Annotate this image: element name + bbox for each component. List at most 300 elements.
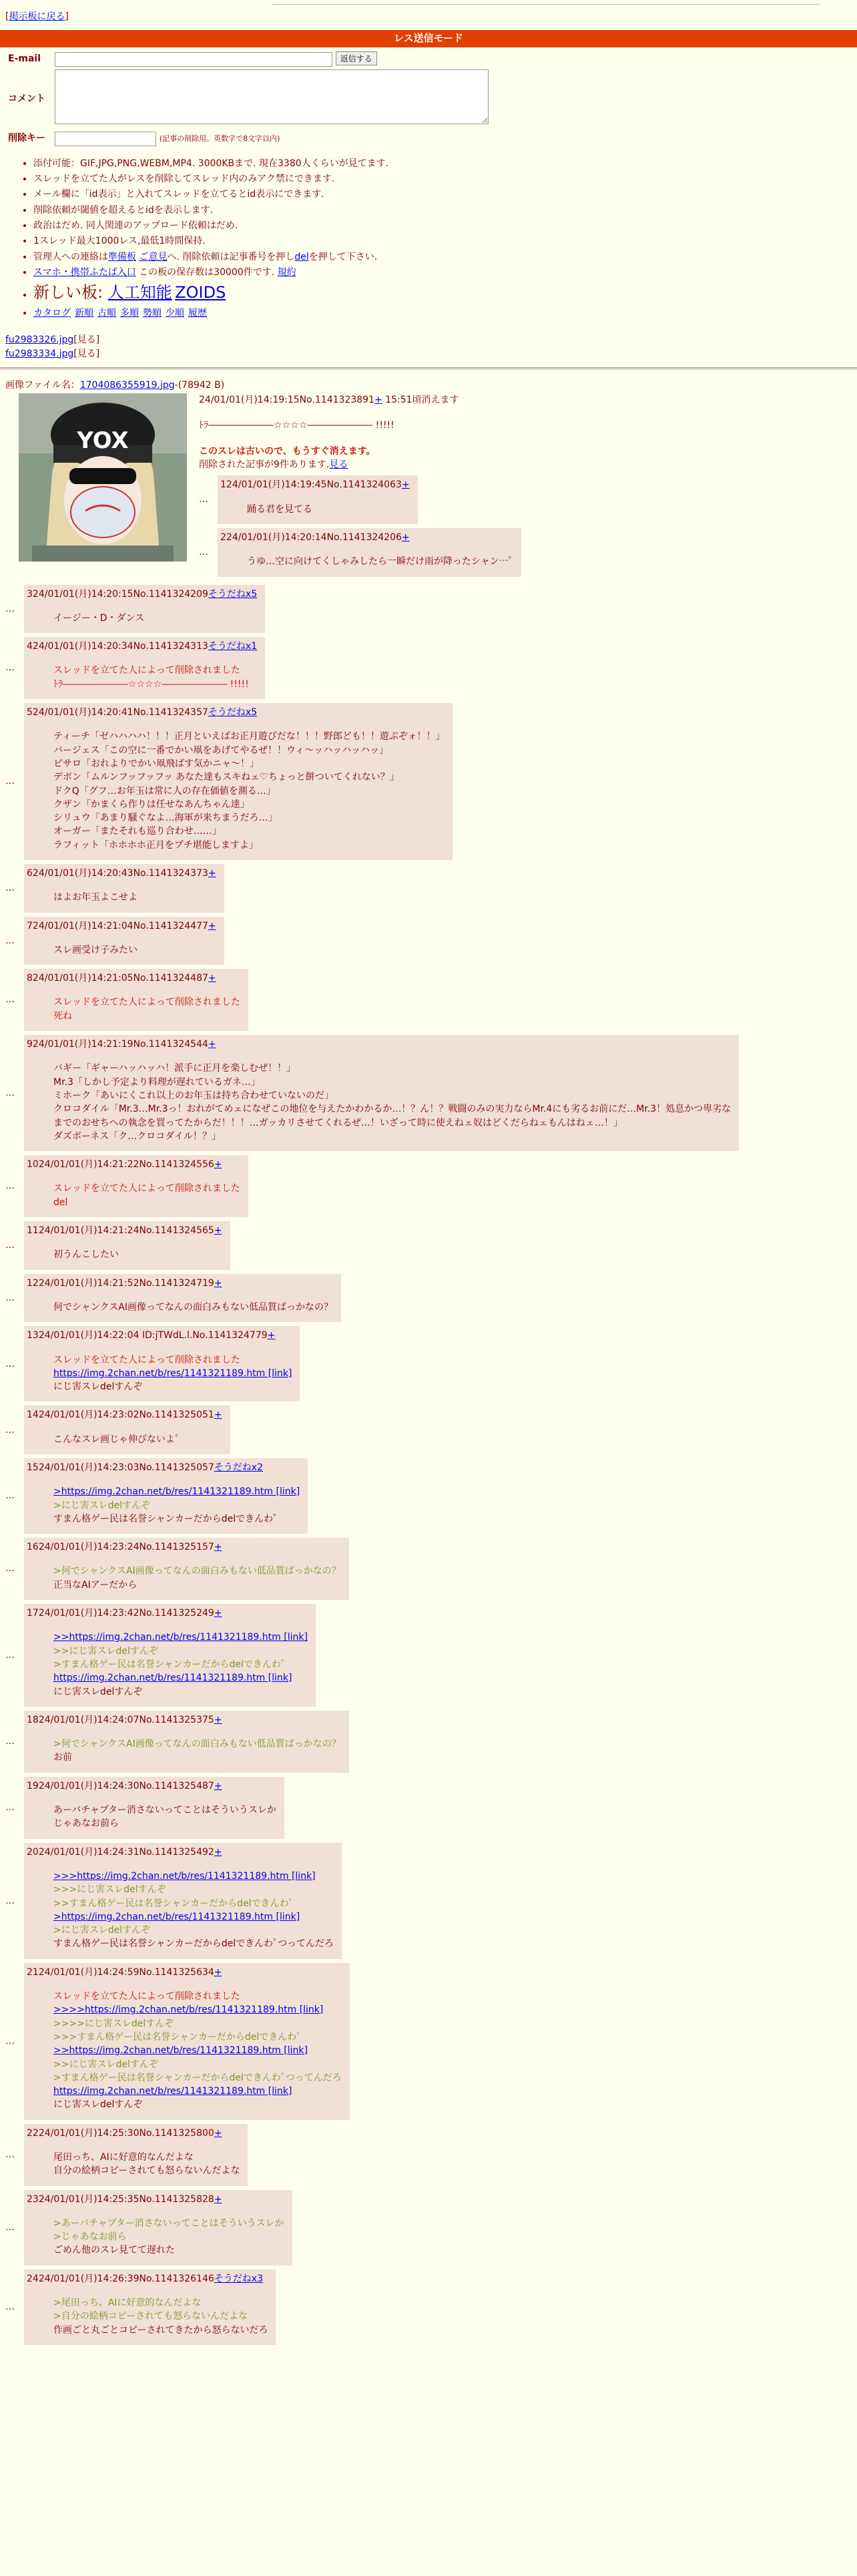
history-link[interactable]: 履歴 (188, 307, 207, 318)
reply-link[interactable]: https://img.2chan.net/b/res/1141321189.htm [link] (53, 1673, 292, 1684)
reply-line: デボン「ムルンフッフッフッ あなた達もスキねェ♡ちょっと餅ついてくれない？」 (53, 772, 399, 783)
feedback-link[interactable]: ご意見 (139, 251, 168, 262)
op-file-info (5, 379, 852, 392)
op-plus-link[interactable]: + (374, 395, 382, 406)
sort-old-link[interactable]: 古順 (97, 307, 116, 318)
reply-body (53, 2217, 284, 2258)
reply-body (247, 555, 513, 568)
reply-line (53, 1671, 308, 1685)
plus-button[interactable]: + (214, 1225, 222, 1237)
reply-gutter: … (5, 2302, 15, 2313)
reply-line: にじ害スレdelすんぞ (53, 2099, 143, 2111)
quote-line: >>にじ害スレdelすんぞ (53, 1645, 158, 1657)
sodane-button[interactable]: そうだねx3 (214, 2273, 264, 2284)
reply-post (5, 1843, 852, 1959)
reply-body (53, 1301, 333, 1314)
reply-post (5, 1035, 852, 1151)
rule-item: • 1スレッド最大1000レス,最低1時間保持. (33, 234, 852, 248)
reply-box (24, 864, 224, 913)
reply-body (53, 730, 445, 852)
reply-timestamp: 2024/01/01(月)14:24:31No.1141325492 (27, 1846, 214, 1858)
reply-timestamp: 524/01/01(月)14:20:41No.1141324357 (27, 707, 208, 718)
reply-line: すまん格ゲー民は名誉シャンカーだからdelできんわﾟ (53, 1513, 278, 1524)
reply-post (5, 2124, 852, 2186)
reply-line: ミホーク「あいにくこれ以上のお年玉は持ち合わせていないのだ」 (53, 1090, 334, 1101)
reply-header (27, 1779, 276, 1793)
reply-line: Mr.3「しかし予定より料理が遅れているガネ…」 (53, 1076, 260, 1088)
reply-link[interactable]: >https://img.2chan.net/b/res/1141321189.htm [link] (53, 1911, 300, 1922)
reply-timestamp: 324/01/01(月)14:20:15No.1141324209 (27, 588, 208, 600)
rule-text: を押して下さい. (308, 251, 378, 262)
reply-box (24, 1406, 230, 1454)
reply-body (247, 503, 410, 516)
reply-line: にじ害スレdelすんぞ (53, 1381, 143, 1393)
reply-header (27, 1846, 334, 1859)
back-link-row: [掲示板に戻る] (5, 11, 69, 22)
reply-header (27, 867, 216, 880)
reply-timestamp: 1624/01/01(月)14:23:24No.1141325157 (27, 1542, 214, 1553)
reply-line (53, 2044, 342, 2057)
reply-body (53, 943, 216, 957)
sodane-button[interactable]: そうだねx5 (208, 707, 258, 718)
reply-gutter: … (5, 1895, 15, 1906)
reply-line: ティーチ「ゼハハハハ！！！正月といえばお正月遊びだな！！！野郎ども！！遊ぶぞォ！！」 (53, 731, 445, 742)
reply-timestamp: 824/01/01(月)14:21:05No.1141324487 (27, 973, 208, 984)
top-rule (272, 4, 820, 5)
reply-link[interactable]: >>>https://img.2chan.net/b/res/1141321189.htm [link] (53, 1870, 316, 1882)
reply-line: ピサロ「おれよりでかい凧飛ばす気かニャ〜！」 (53, 758, 259, 769)
reply-gutter: … (5, 603, 15, 614)
reply-line: 正当なAIアーだから (53, 1579, 137, 1590)
sort-few-link[interactable]: 少順 (166, 307, 184, 318)
reply-gutter: … (5, 1424, 15, 1436)
comment-field[interactable] (55, 69, 489, 124)
rule-item: • メール欄に「id表示」と入れてスレッドを立てるとid表示にできます. (33, 188, 852, 201)
quote-line: >>にじ害スレdelすんぞ (53, 2059, 158, 2070)
reply-header (27, 1277, 333, 1290)
reply-timestamp: 624/01/01(月)14:20:43No.1141324373 (27, 867, 208, 879)
reply-header (27, 2193, 284, 2206)
reply-line: 尾田っち、AIに好意的なんだよな (53, 2151, 194, 2163)
reply-box (24, 703, 453, 860)
ai-board-link[interactable]: 人工知能 (107, 283, 172, 302)
reply-box (24, 2270, 276, 2345)
reply-body (53, 1248, 222, 1261)
reply-line: 初うんこしたい (53, 1249, 119, 1261)
terms-link[interactable]: 規約 (277, 266, 296, 278)
reply-line: こんなスレ画じゃ伸びないよﾟ (53, 1434, 180, 1445)
reply-post (5, 1274, 852, 1323)
reply-gutter: … (5, 1490, 15, 1502)
rule-item: • 削除依頼が閾値を超えるとidを表示します. (33, 204, 852, 217)
reply-gutter: … (5, 776, 15, 787)
file-size: -(78942 B) (174, 379, 225, 391)
reply-body (53, 1803, 276, 1831)
reply-timestamp: 1124/01/01(月)14:21:24No.1141324565 (27, 1225, 214, 1237)
reply-gutter: … (5, 1292, 15, 1303)
plus-button[interactable]: + (214, 1542, 222, 1553)
reply-post (5, 1777, 852, 1839)
reply-gutter: … (199, 547, 208, 558)
prep-board-link[interactable]: 準備板 (108, 251, 136, 262)
plus-button[interactable]: + (214, 1410, 222, 1421)
quote-line: >>すまん格ゲー民は名誉シャンカーだからdelできんわﾟ (53, 1898, 294, 1909)
sodane-button[interactable]: そうだねx1 (208, 641, 258, 652)
quote-line: >にじ害スレdelすんぞ (53, 1500, 151, 1511)
comment-label: コメント (8, 93, 45, 104)
reply-post (5, 1604, 852, 1707)
show-deleted-link[interactable]: 見る (329, 459, 348, 471)
reply-timestamp: 2324/01/01(月)14:25:35No.1141325828 (27, 2193, 214, 2205)
reply-gutter: … (5, 1563, 15, 1574)
reply-post (5, 1406, 852, 1454)
op-expire-time: 15:51頃消えます (382, 395, 459, 406)
mode-bar: レス送信モード (0, 30, 857, 47)
plus-button[interactable]: + (401, 479, 410, 491)
quote-line: >>>>にじ害スレdelすんぞ (53, 2018, 174, 2029)
rule-item: • 添付可能：GIF,JPG,PNG,WEBM,MP4. 3000KBまで. 現在3380人くらいが見てます. (33, 157, 852, 170)
mobile-entrance-link[interactable]: スマホ・携帯ふたば入口 (33, 266, 136, 278)
reply-body (53, 1353, 292, 1394)
reply-line (53, 1870, 334, 1883)
reply-header (27, 919, 216, 933)
file-label: 画像ファイル名： (5, 379, 80, 391)
rule-item-phone (33, 266, 852, 279)
deleted-line: スレッドを立てた人によって削除されました (53, 1354, 240, 1365)
reply-header (220, 478, 410, 491)
plus-button[interactable]: + (401, 531, 410, 543)
catalog-link[interactable]: カタログ (33, 307, 71, 318)
reply-post (5, 2190, 852, 2266)
reply-line: バージェス「この空に一番でかい凧をあげてやるぜ！！ウィ〜ッハッハッハッ」 (53, 744, 389, 756)
plus-button[interactable]: + (214, 1714, 222, 1725)
reply-timestamp: 1924/01/01(月)14:24:30No.1141325487 (27, 1780, 214, 1791)
reply-gutter: … (5, 2149, 15, 2160)
old-thread-warning: このスレは古いので、もうすぐ消えます。 (199, 445, 376, 457)
plus-button[interactable]: + (208, 973, 216, 984)
reply-line (53, 2085, 342, 2098)
deleted-line: 死ね (53, 1010, 72, 1022)
reply-link[interactable]: https://img.2chan.net/b/res/1141321189.htm [link] (53, 2086, 292, 2097)
reply-list (5, 585, 852, 2345)
reply-header (27, 1540, 341, 1554)
reply-gutter: … (5, 994, 15, 1006)
deleted-line: スレッドを立てた人によって削除されました (53, 665, 240, 676)
reply-line: シリュウ「あまり騒ぐなよ…海軍が来ちまうだろ…」 (53, 813, 278, 824)
email-field[interactable] (55, 52, 332, 67)
sort-momentum-link[interactable]: 勢順 (143, 307, 162, 318)
op-image-link[interactable]: 1704086355919.jpg (79, 379, 175, 391)
reply-box (24, 1843, 342, 1959)
quote-line: >何でシャンクスAI画像ってなんの面白みもない低品質ばっかなの？ (53, 1566, 341, 1577)
deleted-line: ﾄﾗ―――――――☆☆☆☆――――――― !!!!! (53, 678, 249, 690)
reply-line: すまん格ゲー民は名誉シャンカーだからdelできんわﾟつってんだろ (53, 1938, 334, 1950)
rule-item-newboard (33, 281, 852, 304)
deleted-line: スレッドを立てた人によって削除されました (53, 997, 240, 1008)
reply-header (27, 2127, 240, 2140)
quote-line: >すまん格ゲー民は名誉シャンカーだからdelできんわﾟ (53, 1659, 286, 1670)
plus-button[interactable]: + (214, 1966, 222, 1978)
thread-divider (0, 367, 857, 369)
reply-header (27, 1158, 240, 1171)
reply-line (53, 1485, 300, 1498)
reply-gutter: … (5, 1649, 15, 1661)
reply-body (53, 1062, 731, 1143)
reply-line: 踊る君を見てる (247, 503, 312, 515)
file-view-tag: [見る] (73, 348, 100, 359)
plus-button[interactable]: + (208, 920, 216, 931)
reply-gutter: … (5, 2222, 15, 2233)
hat-logo-mark: YOX (77, 427, 129, 455)
reply-box (24, 2124, 248, 2186)
zoids-board-link[interactable]: ZOIDS (175, 283, 226, 302)
reply-timestamp: 1324/01/01(月)14:22:04 ID:jTWdL.l.No.1141324779 (27, 1330, 268, 1341)
reply-gutter: … (5, 1802, 15, 1813)
reply-timestamp: 2224/01/01(月)14:25:30No.1141325800 (27, 2127, 214, 2139)
reply-post (5, 1221, 852, 1270)
reply-header (220, 531, 513, 544)
reply-header (27, 1713, 341, 1727)
plus-button[interactable]: + (214, 1277, 222, 1289)
quote-line: >何でシャンクスAI画像ってなんの面白みもない低品質ばっかなの？ (53, 1739, 341, 1750)
reply-gutter: … (5, 1180, 15, 1192)
file-row (5, 347, 852, 361)
reply-line: はよお年玉よこせよ (53, 892, 137, 903)
reply-line: オーガー「またそれも巡り合わせ……」 (53, 826, 222, 837)
submit-reply-button[interactable]: 返信する (336, 51, 377, 65)
reply-header (27, 588, 257, 601)
op-body (199, 393, 521, 580)
reply-post (5, 1538, 852, 1600)
reply-header (27, 972, 240, 985)
reply-box (24, 1326, 300, 1402)
reply-box (24, 1221, 230, 1270)
reply-post (5, 917, 852, 965)
reply-line: うゆ…空に向けてくしゃみしたら一瞬だけ雨が降ったシャン…ﾟ (247, 556, 513, 568)
reply-line: バギー「ギャーハッハッハ！派手に正月を楽しむぜ！！」 (53, 1063, 296, 1074)
reply-box (24, 969, 248, 1031)
reply-timestamp: 1824/01/01(月)14:24:07No.1141325375 (27, 1714, 214, 1725)
quote-line: >すまん格ゲー民は名誉シャンカーだからdelできんわﾟつってんだろ (53, 2072, 342, 2083)
quote-line: >尾田っち、AIに好意的なんだよな (53, 2298, 202, 2309)
quote-line: >じゃあなお前ら (53, 2231, 127, 2243)
rule-item-catalog (33, 306, 852, 320)
reply-line (53, 1631, 308, 1644)
reply-timestamp: 1724/01/01(月)14:23:42No.1141325249 (27, 1608, 214, 1619)
reply-line: あーバチャプター消さないってことはそういうスレか (53, 1805, 276, 1816)
reply-line: 作画ごと丸ごとコピーされてきたから怒らないだろ (53, 2324, 268, 2336)
reply-header (27, 1461, 300, 1474)
reply-box (24, 1777, 284, 1839)
reply-header (27, 1408, 222, 1422)
reply-timestamp: 924/01/01(月)14:21:19No.1141324544 (27, 1039, 208, 1050)
op-inline-replies (199, 475, 521, 576)
delete-key-field[interactable] (55, 132, 156, 146)
reply-box (24, 917, 224, 965)
reply-gutter: … (5, 935, 15, 946)
plus-button[interactable]: + (214, 1159, 222, 1170)
reply-post (5, 703, 852, 860)
reply-line: ごめん他のスレ見てて遅れた (53, 2245, 175, 2256)
reply-gutter: … (5, 662, 15, 674)
reply-line (53, 1910, 334, 1924)
reply-line: ドクQ「グフ…お年玉は常に人の存在価値を測る…」 (53, 785, 276, 797)
reply-post (199, 475, 521, 524)
reply-box (218, 475, 418, 524)
reply-body (53, 2296, 268, 2337)
reply-post (5, 585, 852, 634)
reply-body (53, 1433, 222, 1446)
reply-header (27, 706, 445, 719)
reply-line: 何でシャンクスAI画像ってなんの面白みもない低品質ばっかなの？ (53, 1301, 334, 1313)
reply-box (24, 1155, 248, 1217)
reply-gutter: … (5, 1240, 15, 1251)
reply-box (24, 1711, 349, 1773)
reply-timestamp: 224/01/01(月)14:20:14No.1141324206 (220, 531, 402, 543)
sort-many-link[interactable]: 多順 (120, 307, 139, 318)
board-rules (5, 157, 852, 320)
reply-body (53, 664, 257, 691)
op-title: ﾄﾗ―――――――☆☆☆☆――――――― !!!!! (199, 420, 394, 431)
quote-line: >自分の絵柄コピーされても怒らないんだよな (53, 2311, 248, 2322)
plus-button[interactable]: + (267, 1330, 276, 1341)
sort-new-link[interactable]: 新順 (75, 307, 93, 318)
reply-form (5, 50, 491, 148)
reply-gutter: … (199, 494, 208, 505)
sodane-button[interactable]: そうだねx2 (214, 1462, 264, 1473)
reply-gutter: … (5, 1087, 15, 1098)
reply-post (5, 864, 852, 913)
reply-link[interactable]: >>https://img.2chan.net/b/res/1141321189.htm [link] (53, 2045, 308, 2057)
new-board-label: 新しい板: (33, 283, 108, 302)
reply-timestamp: 2124/01/01(月)14:24:59No.1141325634 (27, 1966, 214, 1978)
quote-line: >あーバチャプター消さないってことはそういうスレか (53, 2217, 284, 2229)
plus-button[interactable]: + (214, 1846, 222, 1858)
op-thumbnail[interactable] (19, 393, 187, 562)
deleted-posts-note (199, 458, 521, 471)
reply-line: ラフィット「ホホホホ正月をプチ堪能しますよ」 (53, 839, 258, 851)
rule-text: 管理人への連絡は (33, 251, 108, 262)
reply-body (53, 2151, 240, 2178)
deleted-line: スレッドを立てた人によって削除されました (53, 1183, 240, 1195)
deleted-line: スレッドを立てた人によって削除されました (53, 1991, 240, 2002)
anime-girl-image (19, 393, 187, 562)
reply-box (24, 1035, 739, 1151)
email-label: E-mail (8, 53, 41, 65)
del-link[interactable]: del (294, 251, 309, 262)
reply-body (53, 612, 257, 625)
reply-post (5, 637, 852, 699)
upload-files (5, 333, 852, 361)
rule-item-admin (33, 250, 852, 264)
reply-timestamp: 124/01/01(月)14:19:45No.1141324063 (220, 479, 402, 491)
delkey-note: (記事の削除用。英数字で8文字以内) (159, 134, 280, 144)
reply-timestamp: 1524/01/01(月)14:23:03No.1141325057 (27, 1462, 214, 1473)
reply-box (24, 1538, 349, 1600)
sodane-button[interactable]: そうだねx5 (208, 588, 258, 600)
reply-header (27, 1038, 731, 1051)
reply-post (5, 2270, 852, 2345)
reply-header (27, 640, 257, 653)
file-link[interactable]: fu2983326.jpg (5, 335, 74, 346)
quote-line: >>>すまん格ゲー民は名誉シャンカーだからdelできんわﾟ (53, 2031, 302, 2043)
reply-box (24, 585, 265, 634)
rule-item: • 政治はだめ. 同人関連のアップロード依頼はだめ. (33, 219, 852, 232)
reply-link[interactable]: >https://img.2chan.net/b/res/1141321189.htm [link] (53, 1486, 300, 1498)
reply-timestamp: 2424/01/01(月)14:26:39No.1141326146 (27, 2273, 214, 2284)
plus-button[interactable]: + (208, 867, 216, 879)
reply-post (5, 1963, 852, 2120)
reply-box (24, 637, 265, 699)
reply-gutter: … (5, 1736, 15, 1747)
reply-line: スレ画受け子みたい (53, 944, 137, 955)
reply-timestamp: 1424/01/01(月)14:23:02No.1141325051 (27, 1410, 214, 1421)
reply-line (53, 2003, 342, 2016)
reply-line: クロコダイル「Mr.3…Mr.3っ！おれがてめェになぜこの地位を与えたかわかるか…！？ん！？戦闘のみの実力ならMr.4にも劣るお前にだ…Mr.3！処息かつ卑劣な (53, 1104, 732, 1115)
plus-button[interactable]: + (214, 1608, 222, 1619)
reply-gutter: … (5, 2036, 15, 2047)
rule-text: この板の保存数は30000件です. (135, 266, 278, 278)
reply-body (53, 1564, 341, 1592)
reply-box (24, 1963, 350, 2120)
file-row (5, 333, 852, 347)
reply-body (53, 1485, 300, 1526)
file-link[interactable]: fu2983334.jpg (5, 348, 74, 359)
reply-body (53, 996, 240, 1023)
plus-button[interactable]: + (214, 2193, 222, 2205)
reply-line: ダズボーネス「ク…クロコダイル！？」 (53, 1130, 222, 1142)
plus-button[interactable]: + (214, 1780, 222, 1791)
reply-gutter: … (5, 1358, 15, 1369)
reply-line: にじ害スレdelすんぞ (53, 1686, 143, 1697)
reply-post (5, 1458, 852, 1534)
reply-link[interactable]: https://img.2chan.net/b/res/1141321189.htm [link] (53, 1367, 292, 1379)
reply-header (27, 2272, 268, 2286)
reply-gutter: … (5, 883, 15, 894)
rule-item: • スレッドを立てた人がレスを削除してスレッド内のみアク禁にできます. (33, 172, 852, 186)
reply-link[interactable]: >>https://img.2chan.net/b/res/1141321189.htm [link] (53, 1632, 308, 1643)
reply-post (5, 1155, 852, 1217)
reply-body (53, 1182, 240, 1209)
reply-line: 自分の絵柄コピーされても怒らないんだよな (53, 2165, 240, 2177)
reply-timestamp: 1024/01/01(月)14:21:22No.1141324556 (27, 1159, 214, 1170)
reply-line: までのおせちへの執念を買ってたからだ！！！…ガッカリさせてくれるぜ…！いざって時に使えねェ奴はどくだらねェもんはねェ…！」 (53, 1117, 623, 1128)
reply-box (218, 528, 521, 577)
plus-button[interactable]: + (208, 1039, 216, 1050)
reply-line: イージー・D・ダンス (53, 612, 145, 624)
reply-timestamp: 424/01/01(月)14:20:34No.1141324313 (27, 641, 208, 652)
reply-line: クザン「かまくら作りは任せなあんちゃん達」 (53, 799, 250, 810)
reply-post (5, 1711, 852, 1773)
deleted-count: 削除された記事が9件あります. (199, 459, 330, 471)
reply-line: じゃあなお前ら (53, 1818, 119, 1830)
reply-box (24, 1274, 341, 1323)
reply-body (53, 1631, 308, 1698)
reply-link[interactable]: >>>>https://img.2chan.net/b/res/1141321189.htm [link] (53, 2004, 324, 2016)
reply-line (53, 1367, 292, 1380)
reply-post (5, 1326, 852, 1402)
reply-timestamp: 724/01/01(月)14:21:04No.1141324477 (27, 920, 208, 931)
reply-post (199, 528, 521, 577)
op-header (199, 393, 521, 407)
reply-body (53, 1870, 334, 1951)
reply-box (24, 2190, 292, 2266)
plus-button[interactable]: + (214, 2127, 222, 2139)
delkey-label: 削除キー (8, 133, 45, 144)
reply-header (27, 1606, 308, 1620)
back-to-board-link[interactable]: 掲示板に戻る (9, 11, 65, 22)
quote-line: >>>にじ害スレdelすんぞ (53, 1884, 166, 1896)
